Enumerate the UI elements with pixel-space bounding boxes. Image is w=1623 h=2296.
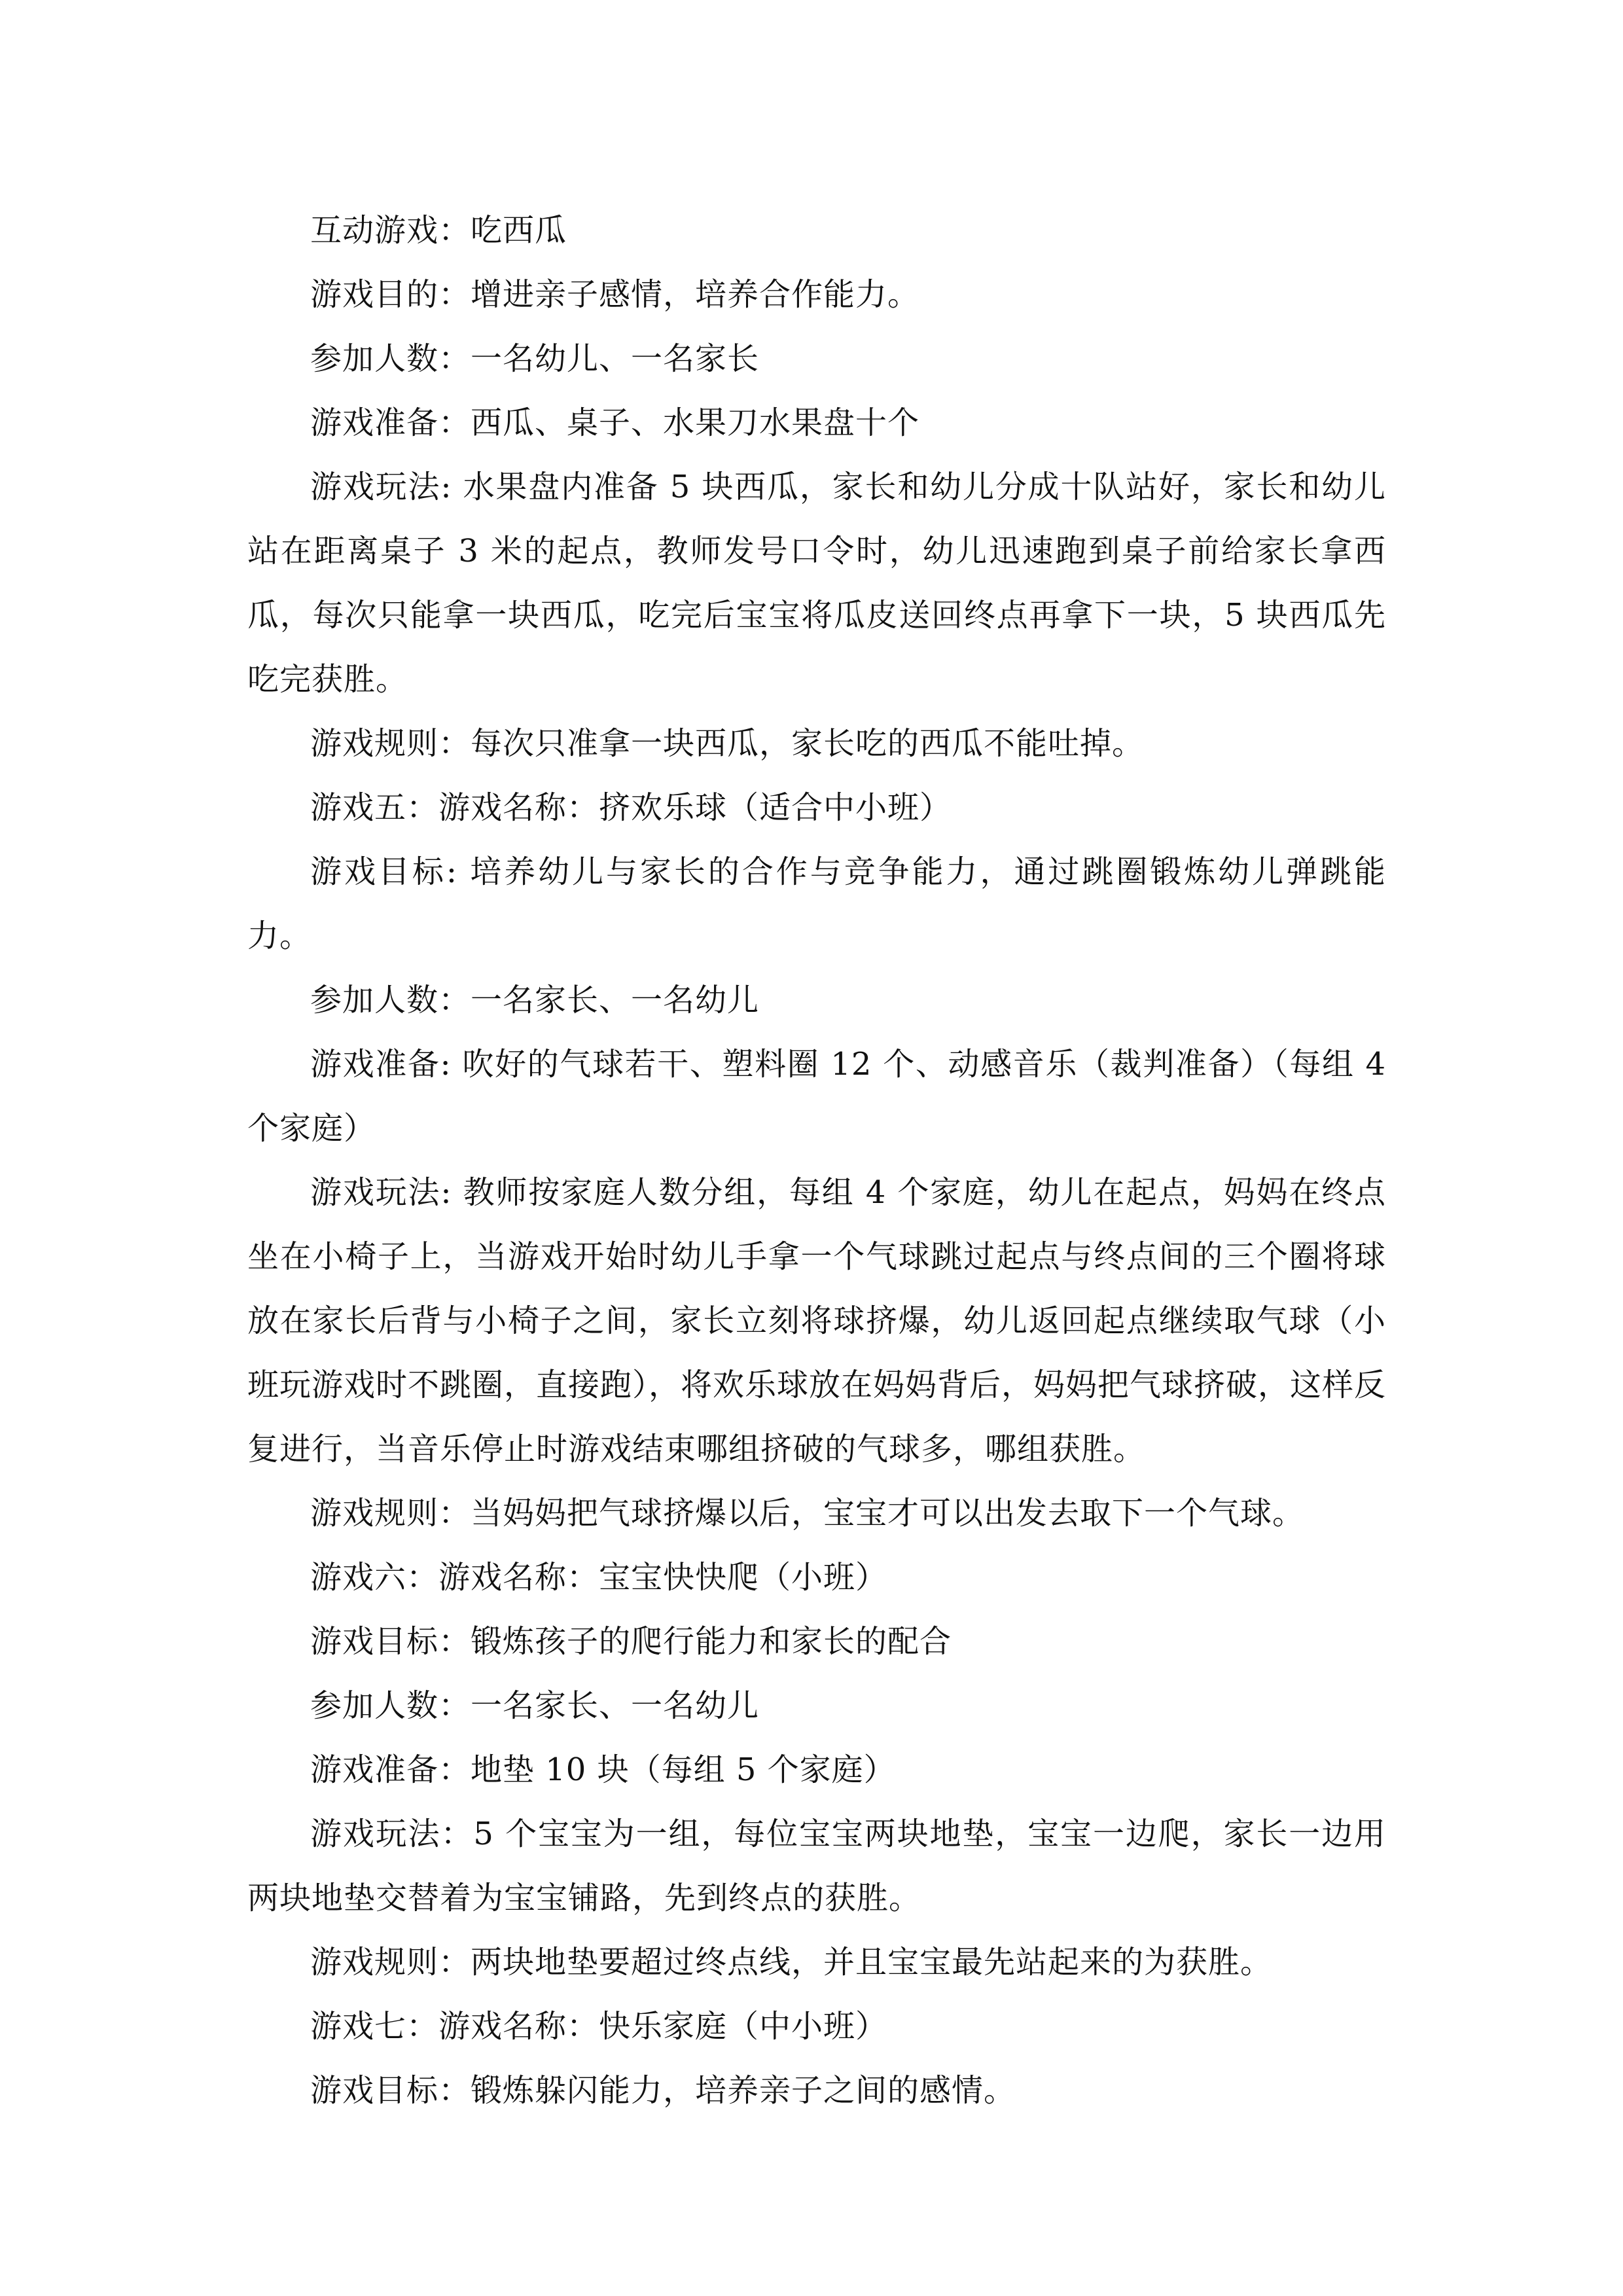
paragraph-game5-title: 游戏五：游戏名称：挤欢乐球（适合中小班） (310, 789, 952, 826)
paragraph-game7-goal: 游戏目标：锻炼躲闪能力，培养亲子之间的感情。 (310, 2072, 1016, 2109)
paragraph-game5-goal: 游戏目标: 培养幼儿与家长的合作与竞争能力，通过跳圈锻炼幼儿弹跳能力。 (247, 853, 1386, 954)
paragraph-game6-participants: 参加人数：一名家长、一名幼儿 (310, 1687, 760, 1724)
paragraph-game5-participants: 参加人数：一名家长、一名幼儿 (310, 982, 760, 1018)
paragraph-game6-gameplay: 游戏玩法：5 个宝宝为一组，每位宝宝两块地垫，宝宝一边爬，家长一边用两块地垫交替着为宝宝铺路，先到终点的获胜。 (247, 1816, 1386, 1916)
paragraph-game5-preparation: 游戏准备: 吹好的气球若干、塑料圈 12 个、动感音乐（裁判准备）（每组 4 个家庭） (247, 1046, 1386, 1147)
paragraph-game6-rules: 游戏规则：两块地垫要超过终点线，并且宝宝最先站起来的为获胜。 (310, 1944, 1273, 1981)
paragraph-participants: 参加人数：一名幼儿、一名家长 (310, 340, 760, 377)
paragraph-rules: 游戏规则：每次只准拿一块西瓜，家长吃的西瓜不能吐掉。 (310, 725, 1145, 762)
paragraph-game-title: 互动游戏：吃西瓜 (310, 212, 567, 249)
paragraph-game-purpose: 游戏目的：增进亲子感情，培养合作能力。 (310, 276, 920, 313)
paragraph-game6-title: 游戏六：游戏名称：宝宝快快爬（小班） (310, 1559, 888, 1596)
paragraph-gameplay: 游戏玩法: 水果盘内准备 5 块西瓜，家长和幼儿分成十队站好，家长和幼儿站在距离桌子 3 米的起点，教师发号口令时，幼儿迅速跑到桌子前给家长拿西瓜，每次只能拿一块西瓜，吃完后宝宝将瓜皮送回终点再拿下一块，5 块西瓜先吃完获胜。 (247, 469, 1386, 698)
paragraph-preparation: 游戏准备：西瓜、桌子、水果刀水果盘十个 (310, 404, 920, 441)
paragraph-game6-goal: 游戏目标：锻炼孩子的爬行能力和家长的配合 (310, 1623, 952, 1660)
paragraph-game6-preparation: 游戏准备：地垫 10 块（每组 5 个家庭） (310, 1751, 896, 1788)
document-body (247, 198, 1386, 2123)
paragraph-game7-title: 游戏七：游戏名称：快乐家庭（中小班） (310, 2008, 888, 2045)
paragraph-game5-rules: 游戏规则：当妈妈把气球挤爆以后，宝宝才可以出发去取下一个气球。 (310, 1495, 1305, 1532)
paragraph-game5-gameplay: 游戏玩法: 教师按家庭人数分组，每组 4 个家庭，幼儿在起点，妈妈在终点坐在小椅子上，当游戏开始时幼儿手拿一个气球跳过起点与终点间的三个圈将球放在家长后背与小椅子之间，家长立刻将球挤爆，幼儿返回起点继续取气球（小班玩游戏时不跳圈，直接跑），将欢乐球放在妈妈背后，妈妈把气球挤破，这样反复进行，当音乐停止时游戏结束哪组挤破的气球多，哪组获胜。 (247, 1174, 1387, 1467)
